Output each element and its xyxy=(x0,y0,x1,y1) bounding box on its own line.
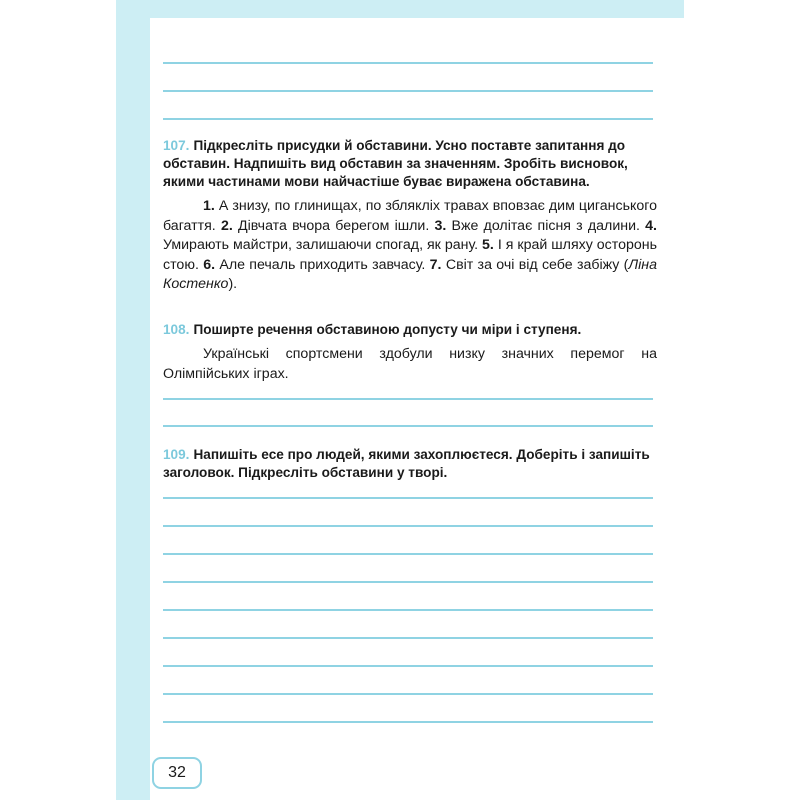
writing-line xyxy=(163,693,653,695)
writing-line xyxy=(163,90,653,92)
writing-line xyxy=(163,525,653,527)
writing-line xyxy=(163,118,653,120)
writing-line xyxy=(163,497,653,499)
page-paper xyxy=(150,18,684,800)
task-107-text: 1. А знизу, по глинищах, по зблякліх травах вповзає дим циганського багаття. 2. Дівчата вчора берегом ішли. 3. Вже долітає пісня з далини. 4. Умирають майстри, залишаючи спогад, як рану. 5. І я край шляху осторонь стою. 6. Але печаль приходить завчасу. 7. Світ за очі від себе забіжу (Ліна Костенко). xyxy=(163,198,658,292)
writing-line xyxy=(163,721,653,723)
writing-line xyxy=(163,553,653,555)
writing-line xyxy=(163,62,653,64)
writing-line xyxy=(163,581,653,583)
writing-line xyxy=(163,637,653,639)
writing-line xyxy=(163,609,653,611)
task-108 xyxy=(163,321,657,384)
writing-line xyxy=(163,665,653,667)
task-number: 108. xyxy=(163,322,190,337)
task-108-text: Українські спортсмени здобули низку значних перемог на Олімпійських іграх. xyxy=(163,346,657,382)
task-number: 109. xyxy=(163,447,190,462)
task-number: 107. xyxy=(163,138,190,153)
task-108-instruction: 108. Поширте речення обставиною допусту чи міри і ступеня. xyxy=(163,322,582,337)
task-109-instruction: 109. Напишіть есе про людей, якими захоплюєтеся. Доберіть і запишіть заголовок. Підкресліть обставини у творі. xyxy=(163,447,650,480)
writing-line xyxy=(163,425,653,427)
page-number: 32 xyxy=(152,757,202,789)
task-109 xyxy=(163,446,657,482)
writing-line xyxy=(163,398,653,400)
task-107 xyxy=(163,137,657,295)
author-name: Ліна Костенко xyxy=(163,256,657,292)
task-107-instruction: 107. Підкресліть присудки й обставини. Усно поставте запитання до обставин. Надпишіть вид обставин за значенням. Зробіть висновок, якими частинами мови найчастіше буває виражена обставина. xyxy=(163,138,628,189)
